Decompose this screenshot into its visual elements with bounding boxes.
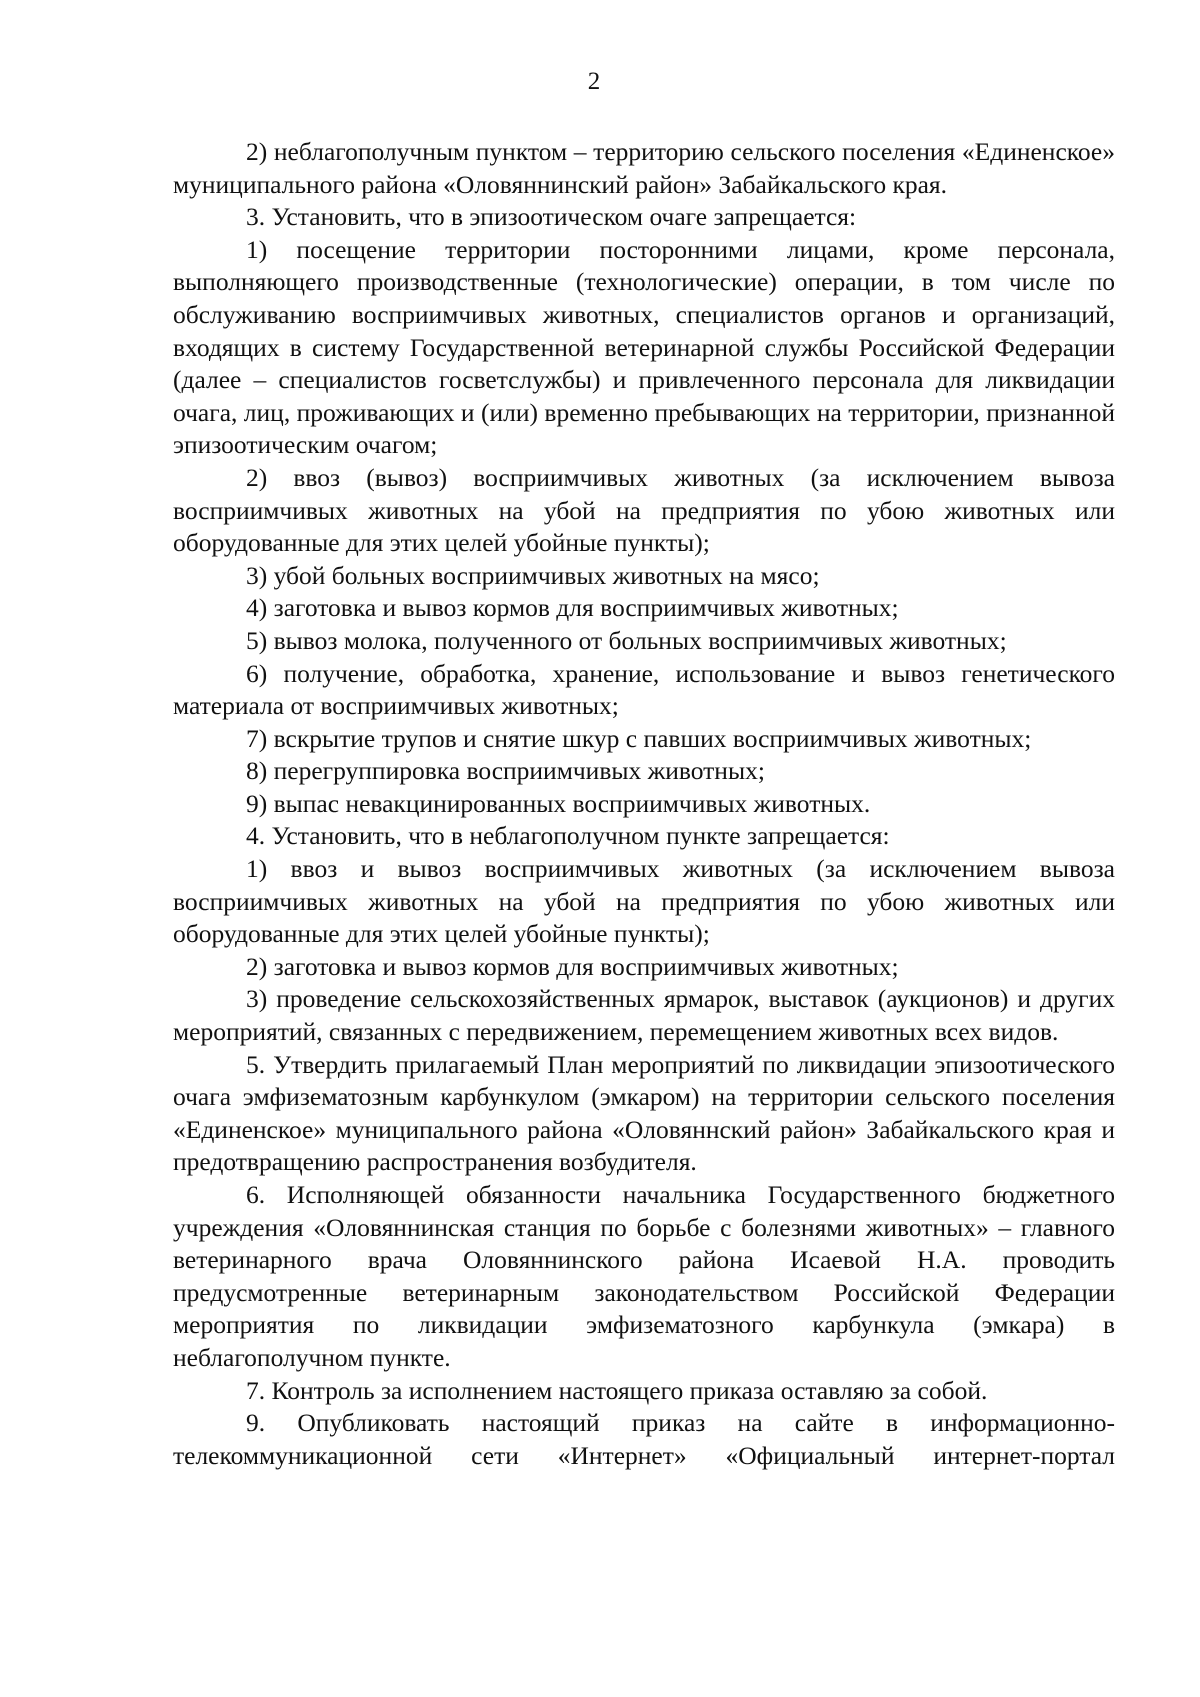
paragraph: 5. Утвердить прилагаемый План мероприятий по ликвидации эпизоотического очага эмфизематозным карбункулом (эмкаром) на территории сельского поселения «Единенское» муниципального района «Оловяннский район» Забайкальского края и предотвращению распространения возбудителя. [173,1049,1115,1177]
paragraph: 4) заготовка и вывоз кормов для восприимчивых животных; [246,593,899,623]
paragraph: 6. Исполняющей обязанности начальника Государственного бюджетного учреждения «Оловяннинская станция по борьбе с болезнями животных» – главного ветеринарного врача Оловяннинского района Исаевой Н.А. проводить предусмотренные ветеринарным законодательством Российской Федерации мероприятия по ликвидации эмфизематозного карбункула (эмкара) в неблагополучном пункте. [173,1180,1115,1372]
paragraph: 8) перегруппировка восприимчивых животных; [246,756,765,786]
paragraph: 1) посещение территории посторонними лицами, кроме персонала, выполняющего производственные (технологические) операции, в том числе по обслуживанию восприимчивых животных, специалистов органов и организаций, входящих в систему Государственной ветеринарной службы Российской Федерации (далее – специалистов госветслужбы) и привлеченного персонала для ликвидации очага, лиц, проживающих и (или) временно пребывающих на территории, признанной эпизоотическим очагом; [173,234,1115,460]
paragraph: 9. Опубликовать настоящий приказ на сайте в информационно-телекоммуникационной сети «Интернет» «Официальный интернет-портал [173,1408,1115,1470]
paragraph: 2) заготовка и вывоз кормов для восприимчивых животных; [246,951,899,981]
paragraph: 3) убой больных восприимчивых животных на мясо; [246,560,820,590]
paragraph: 6) получение, обработка, хранение, использование и вывоз генетического материала от восприимчивых животных; [173,658,1115,721]
paragraph: 4. Установить, что в неблагополучном пункте запрещается: [246,821,890,851]
paragraph: 7) вскрытие трупов и снятие шкур с павших восприимчивых животных; [246,723,1032,753]
page-number: 2 [587,68,601,95]
paragraph: 1) ввоз и вывоз восприимчивых животных (за исключением вывоза восприимчивых животных на убой на предприятия по убою животных или оборудованные для этих целей убойные пункты); [173,854,1115,949]
paragraph: 2) неблагополучным пунктом – территорию сельского поселения «Единенское» муниципального района «Оловяннинский район» Забайкальского края. [173,137,1115,199]
paragraph: 5) вывоз молока, полученного от больных восприимчивых животных; [246,625,1007,655]
document-body [173,136,1115,1472]
paragraph: 3) проведение сельскохозяйственных ярмарок, выставок (аукционов) и других мероприятий, связанных с передвижением, перемещением животных всех видов. [173,984,1115,1047]
paragraph: 3. Установить, что в эпизоотическом очаге запрещается: [246,202,857,232]
paragraph: 9) выпас невакцинированных восприимчивых животных. [246,788,871,818]
paragraph: 7. Контроль за исполнением настоящего приказа оставляю за собой. [246,1375,988,1405]
paragraph: 2) ввоз (вывоз) восприимчивых животных (за исключением вывоза восприимчивых животных на убой на предприятия по убою животных или оборудованные для этих целей убойные пункты); [173,462,1115,558]
